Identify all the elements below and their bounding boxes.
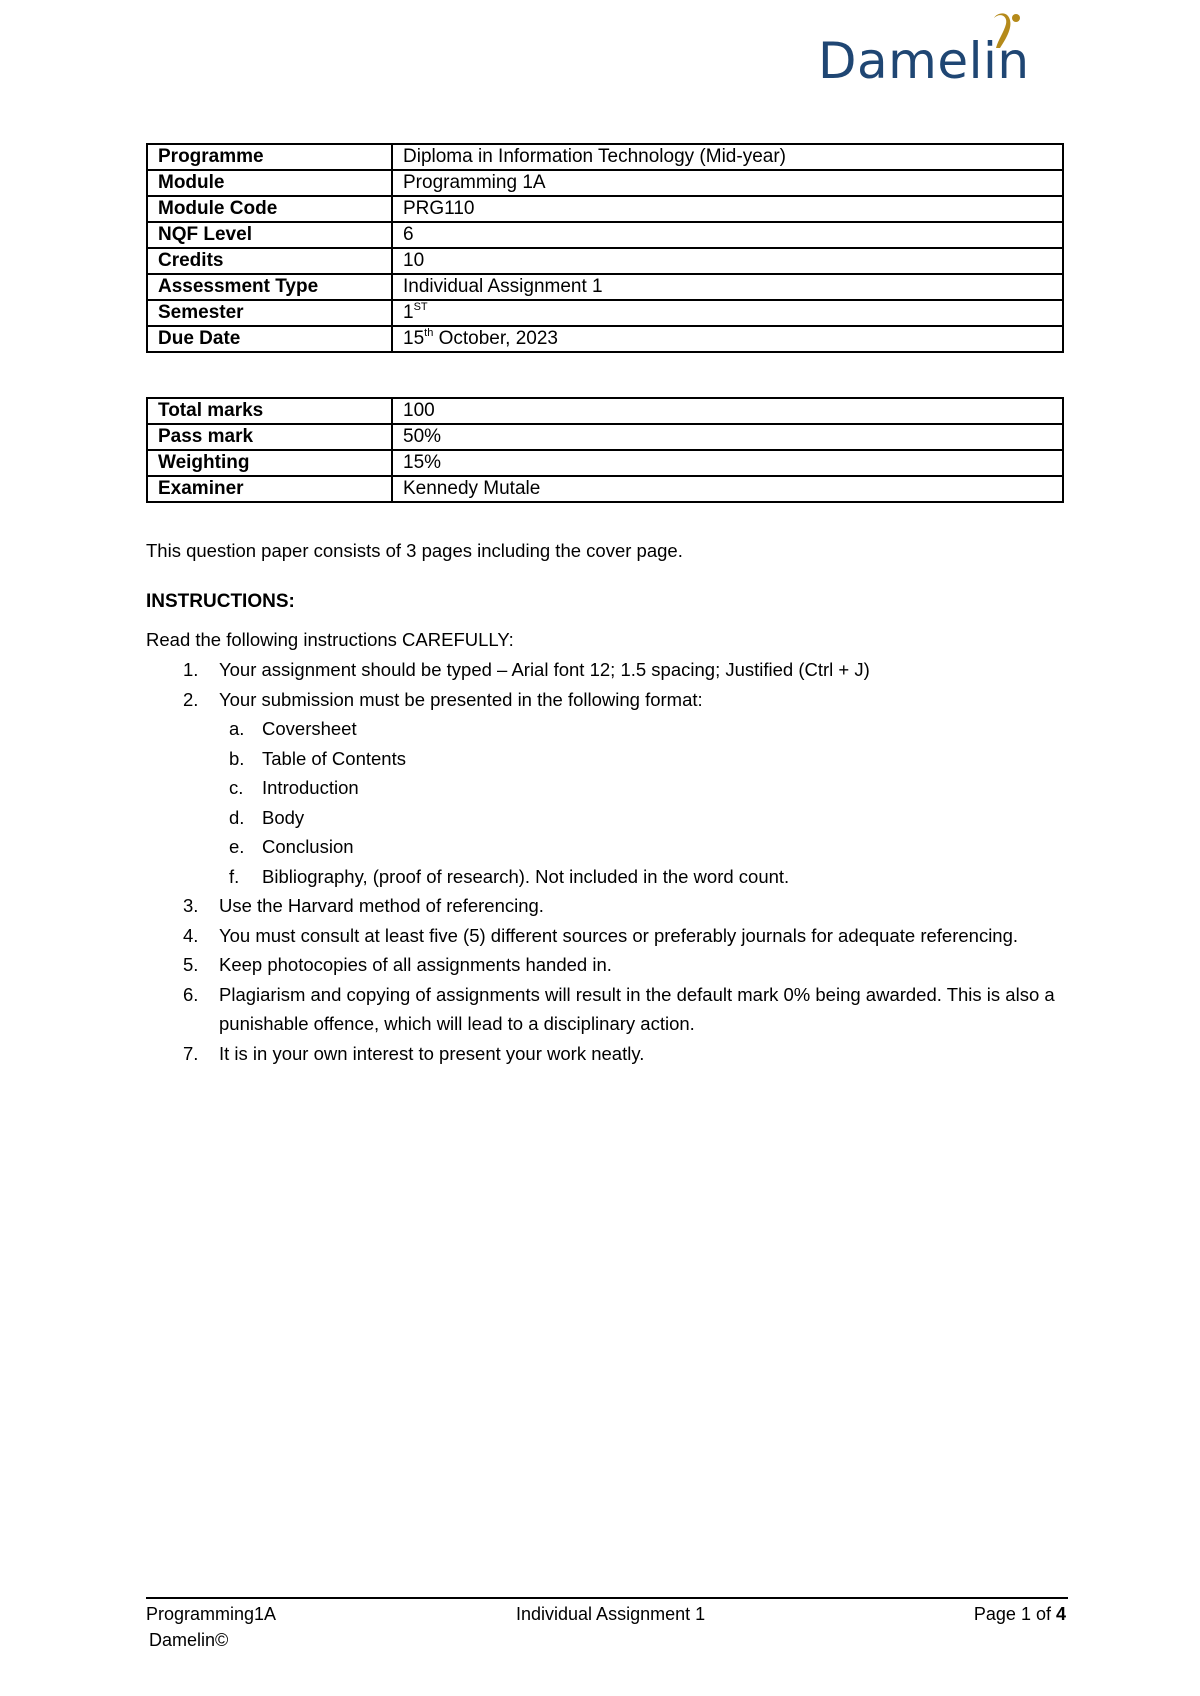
sub-item-text: Bibliography, (proof of research). Not included in the word count. <box>262 865 790 887</box>
instructions-list <box>146 655 1066 1068</box>
due-day-suffix: th <box>424 327 434 339</box>
list-item <box>146 891 1066 921</box>
row-label: Examiner <box>147 476 392 502</box>
item-letter: a. <box>229 718 245 739</box>
list-item <box>146 980 1066 1039</box>
footer-page-number <box>974 1601 1066 1627</box>
item-number: 4. <box>183 924 199 946</box>
row-value <box>392 300 1063 326</box>
item-number: 1. <box>183 659 199 680</box>
row-value: Diploma in Information Technology (Mid-year) <box>392 144 1063 170</box>
list-item <box>146 685 1066 892</box>
table-row <box>147 144 1063 170</box>
row-label: Module <box>147 170 392 196</box>
row-label: Semester <box>147 300 392 326</box>
row-label: Pass mark <box>147 424 392 450</box>
page-of: of <box>1030 1604 1056 1624</box>
row-value: Individual Assignment 1 <box>392 274 1063 300</box>
read-instructions-line: Read the following instructions CAREFULLY: <box>146 629 514 650</box>
list-item <box>146 1039 1066 1069</box>
sub-list-item <box>219 773 1066 803</box>
sub-item-text: Table of Contents <box>262 747 406 769</box>
row-value: Kennedy Mutale <box>392 476 1063 502</box>
table-row <box>147 326 1063 352</box>
row-value: 100 <box>392 398 1063 424</box>
footer-copyright: Damelin© <box>149 1630 229 1650</box>
table-row <box>147 248 1063 274</box>
row-label: Module Code <box>147 196 392 222</box>
footer-title: Individual Assignment 1 <box>516 1604 706 1624</box>
list-item <box>146 950 1066 980</box>
total-pages: 4 <box>1055 1604 1066 1624</box>
sub-item-text: Body <box>262 806 305 828</box>
row-label: Total marks <box>147 398 392 424</box>
sub-item-text: Conclusion <box>262 836 354 857</box>
damelin-logo <box>818 6 1058 90</box>
sub-item-text: Introduction <box>262 777 359 798</box>
item-text: Plagiarism and copying of assignments will result in the default mark 0% being awarded. This is also a punishable offence, which will lead to a disciplinary action. <box>219 983 1055 1034</box>
item-number: 6. <box>183 983 199 1005</box>
table-row <box>147 222 1063 248</box>
row-value: 6 <box>392 222 1063 248</box>
table-row <box>147 450 1063 476</box>
row-value: 50% <box>392 424 1063 450</box>
item-text: Your submission must be presented in the following format: <box>219 688 703 710</box>
sub-list-item <box>219 803 1066 833</box>
item-letter: c. <box>229 777 244 798</box>
current-page: 1 <box>1020 1604 1031 1624</box>
marks-table <box>146 397 1064 503</box>
logo-wordmark: Damelin <box>818 32 1030 90</box>
table-row <box>147 196 1063 222</box>
list-item <box>146 655 1066 685</box>
instructions-heading: INSTRUCTIONS: <box>146 591 295 612</box>
item-number: 2. <box>183 688 199 710</box>
table-row <box>147 170 1063 196</box>
item-number: 3. <box>183 895 199 916</box>
row-value: PRG110 <box>392 196 1063 222</box>
row-value <box>392 326 1063 352</box>
item-text: You must consult at least five (5) different sources or preferably journals for adequate referencing. <box>219 924 1019 946</box>
item-letter: f. <box>229 865 240 887</box>
page-count-note: This question paper consists of 3 pages including the cover page. <box>146 540 683 561</box>
item-text: Use the Harvard method of referencing. <box>219 895 544 916</box>
sub-item-text: Coversheet <box>262 718 357 739</box>
item-number: 7. <box>183 1042 199 1064</box>
row-label: Credits <box>147 248 392 274</box>
table-row <box>147 398 1063 424</box>
due-month-year: October, 2023 <box>433 328 558 349</box>
semester-value: 1 <box>403 302 414 323</box>
item-number: 5. <box>183 954 199 975</box>
sub-list-item <box>219 832 1066 862</box>
table-row <box>147 300 1063 326</box>
sub-list-item <box>219 862 1066 892</box>
row-label: NQF Level <box>147 222 392 248</box>
row-label: Weighting <box>147 450 392 476</box>
row-label: Due Date <box>147 326 392 352</box>
item-letter: e. <box>229 836 245 857</box>
item-text: It is in your own interest to present your work neatly. <box>219 1042 645 1064</box>
item-text: Your assignment should be typed – Arial font 12; 1.5 spacing; Justified (Ctrl + J) <box>219 659 870 680</box>
sub-list-item <box>219 714 1066 744</box>
item-letter: b. <box>229 747 245 769</box>
cover-details-table <box>146 143 1064 353</box>
page-prefix: Page <box>973 1604 1021 1624</box>
row-value: 10 <box>392 248 1063 274</box>
semester-suffix: ST <box>413 301 428 313</box>
row-label: Assessment Type <box>147 274 392 300</box>
format-sublist <box>219 714 1066 891</box>
footer-module: Programming1A <box>146 1604 277 1624</box>
sub-list-item <box>219 744 1066 774</box>
item-text: Keep photocopies of all assignments handed in. <box>219 954 612 975</box>
row-label: Programme <box>147 144 392 170</box>
due-day: 15 <box>403 328 425 349</box>
item-letter: d. <box>229 806 245 828</box>
table-row <box>147 424 1063 450</box>
row-value: 15% <box>392 450 1063 476</box>
list-item <box>146 921 1066 951</box>
table-row <box>147 476 1063 502</box>
footer-divider <box>146 1597 1068 1599</box>
row-value: Programming 1A <box>392 170 1063 196</box>
table-row <box>147 274 1063 300</box>
